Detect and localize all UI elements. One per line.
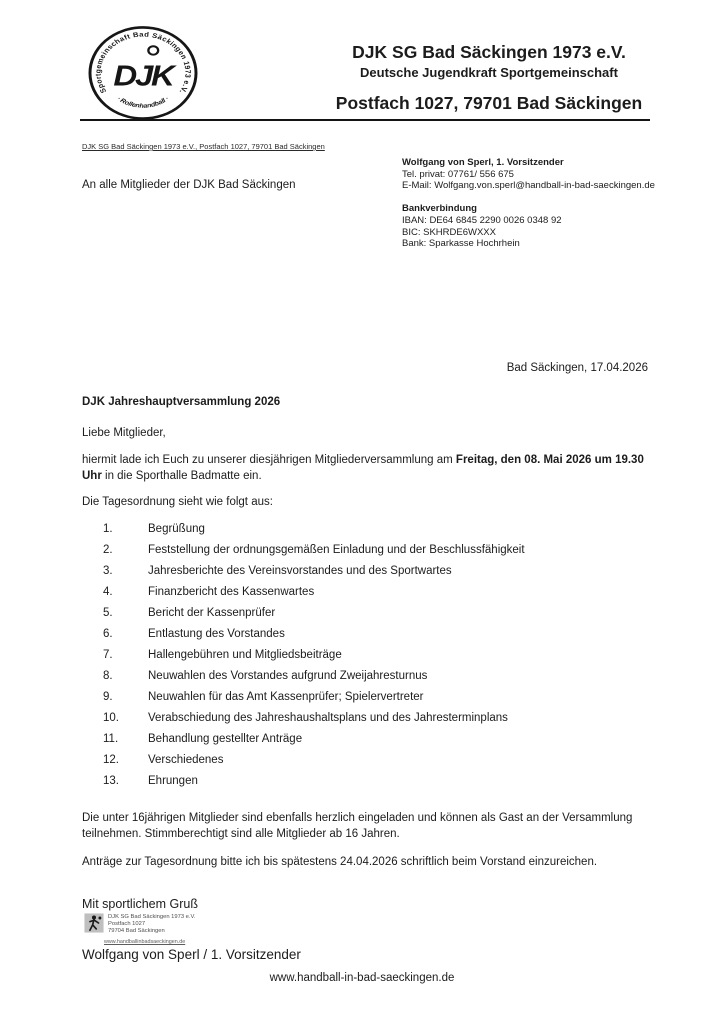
agenda-item <box>103 607 525 628</box>
club-seal-icon <box>86 24 200 122</box>
agenda-item <box>103 670 525 691</box>
agenda-item <box>103 523 525 544</box>
subject-line: DJK Jahreshauptversammlung 2026 <box>82 396 281 408</box>
agenda-item <box>103 565 525 586</box>
agenda-item-text: Hallengebühren und Mitgliedsbeiträge <box>148 649 342 661</box>
agenda-item-text: Entlastung des Vorstandes <box>148 628 285 640</box>
contact-phone: Tel. privat: 07761/ 556 675 <box>402 168 514 180</box>
stamp-row <box>84 913 195 935</box>
bank-name: Bank: Sparkasse Hochrhein <box>402 238 520 250</box>
org-name: DJK SG Bad Säckingen 1973 e.V. <box>352 42 626 62</box>
footer-url: www.handball-in-bad-saeckingen.de <box>269 972 455 984</box>
agenda-item-number: 3. <box>103 565 113 577</box>
bank-bic: BIC: SKHRDE6WXXX <box>402 226 496 238</box>
agenda-item <box>103 649 525 670</box>
agenda-item-text: Verabschiedung des Jahreshaushaltsplans und des Jahresterminplans <box>148 712 508 724</box>
agenda-list <box>103 523 525 796</box>
stamp-line: 79704 Bad Säckingen <box>108 928 165 934</box>
agenda-item-number: 6. <box>103 628 113 640</box>
guests-note: Die unter 16jährigen Mitglieder sind ebenfalls herzlich eingeladen und können als Gast an der Versammlung teilnehmen. Stimmberechtigt sind alle Mitglieder ab 16 Jahren. <box>82 812 633 840</box>
salutation: Liebe Mitglieder, <box>82 427 166 439</box>
agenda-item-text: Begrüßung <box>148 523 205 535</box>
agenda-item <box>103 754 525 775</box>
agenda-item-number: 5. <box>103 607 113 619</box>
agenda-item-text: Finanzbericht des Kassenwartes <box>148 586 315 598</box>
agenda-item-number: 1. <box>103 523 113 535</box>
bank-heading: Bankverbindung <box>402 203 477 215</box>
agenda-item <box>103 628 525 649</box>
letterhead <box>333 42 645 114</box>
date-line: Bad Säckingen, 17.04.2026 <box>506 362 648 374</box>
agenda-item-text: Behandlung gestellter Anträge <box>148 733 303 745</box>
agenda-item-number: 11. <box>103 733 119 745</box>
sender-return-address: DJK SG Bad Säckingen 1973 e.V., Postfach 1027, 79701 Bad Säckingen <box>82 142 325 151</box>
seal-ring-text-bottom: · Rollenhandball · <box>115 95 171 110</box>
agenda-item-number: 10. <box>103 712 119 724</box>
club-logo <box>86 24 200 122</box>
invitation-paragraph <box>82 453 654 485</box>
agenda-item-text: Feststellung der ordnungsgemäßen Einladung und der Beschlussfähigkeit <box>148 544 525 556</box>
contact-spacer <box>402 192 655 203</box>
agenda-item-number: 2. <box>103 544 113 556</box>
agenda-item-text: Jahresberichte des Vereinsvorstandes und des Sportwartes <box>148 565 452 577</box>
agenda-item-number: 8. <box>103 670 113 682</box>
contact-block <box>402 157 655 250</box>
invitation-text-bold: Freitag, den 08. Mai 2026 um 19.30 Uhr <box>82 454 644 482</box>
invitation-text-post: in die Sporthalle Badmatte ein. <box>101 469 262 482</box>
agenda-item-number: 9. <box>103 691 113 703</box>
stamp-line: DJK SG Bad Säckingen 1973 e.V. <box>108 914 196 920</box>
agenda-item <box>103 712 525 733</box>
agenda-item-text: Neuwahlen des Vorstandes aufgrund Zweijahresturnus <box>148 670 428 682</box>
header-divider <box>80 119 650 121</box>
agenda-item-text: Ehrungen <box>148 775 198 787</box>
agenda-item <box>103 733 525 754</box>
seal-monogram: DJK <box>113 59 173 93</box>
stamp-line: Postfach 1027 <box>108 921 146 927</box>
invitation-text-pre: hiermit lade ich Euch zu unserer diesjährigen Mitgliederversammlung am <box>82 454 456 466</box>
club-stamp <box>84 913 195 945</box>
recipient-line: An alle Mitglieder der DJK Bad Säckingen <box>82 179 296 191</box>
agenda-item <box>103 775 525 796</box>
po-box-line: Postfach 1027, 79701 Bad Säckingen <box>335 93 643 113</box>
closing-line: Mit sportlichem Gruß <box>82 897 198 911</box>
agenda-item-text: Bericht der Kassenprüfer <box>148 607 276 619</box>
agenda-item-number: 12. <box>103 754 119 766</box>
contact-email: E-Mail: Wolfgang.von.sperl@handball-in-bad-saeckingen.de <box>402 180 655 192</box>
stamp-url: www.handballinbadsaeckingen.de <box>104 939 186 945</box>
agenda-item-text: Verschiedenes <box>148 754 224 766</box>
seal-ring-text-top: Sportgemeinschaft Bad Säckingen 1973 e.V. <box>93 30 193 95</box>
contact-name: Wolfgang von Sperl, 1. Vorsitzender <box>402 157 564 168</box>
agenda-item <box>103 544 525 565</box>
signature-line: Wolfgang von Sperl / 1. Vorsitzender <box>82 947 301 962</box>
motions-note: Anträge zur Tagesordnung bitte ich bis spätestens 24.04.2026 schriftlich beim Vorstand einzureichen. <box>82 856 598 868</box>
handball-player-icon <box>84 913 104 933</box>
agenda-item <box>103 691 525 712</box>
agenda-intro: Die Tagesordnung sieht wie folgt aus: <box>82 496 273 508</box>
agenda-item-number: 4. <box>103 586 113 598</box>
agenda-item-text: Neuwahlen für das Amt Kassenprüfer; Spielervertreter <box>148 691 424 703</box>
org-subtitle: Deutsche Jugendkraft Sportgemeinschaft <box>360 65 618 80</box>
bank-iban: IBAN: DE64 6845 2290 0026 0348 92 <box>402 214 562 226</box>
agenda-item-number: 13. <box>103 775 119 787</box>
agenda-item-number: 7. <box>103 649 113 661</box>
agenda-item <box>103 586 525 607</box>
stamp-address <box>108 913 195 935</box>
